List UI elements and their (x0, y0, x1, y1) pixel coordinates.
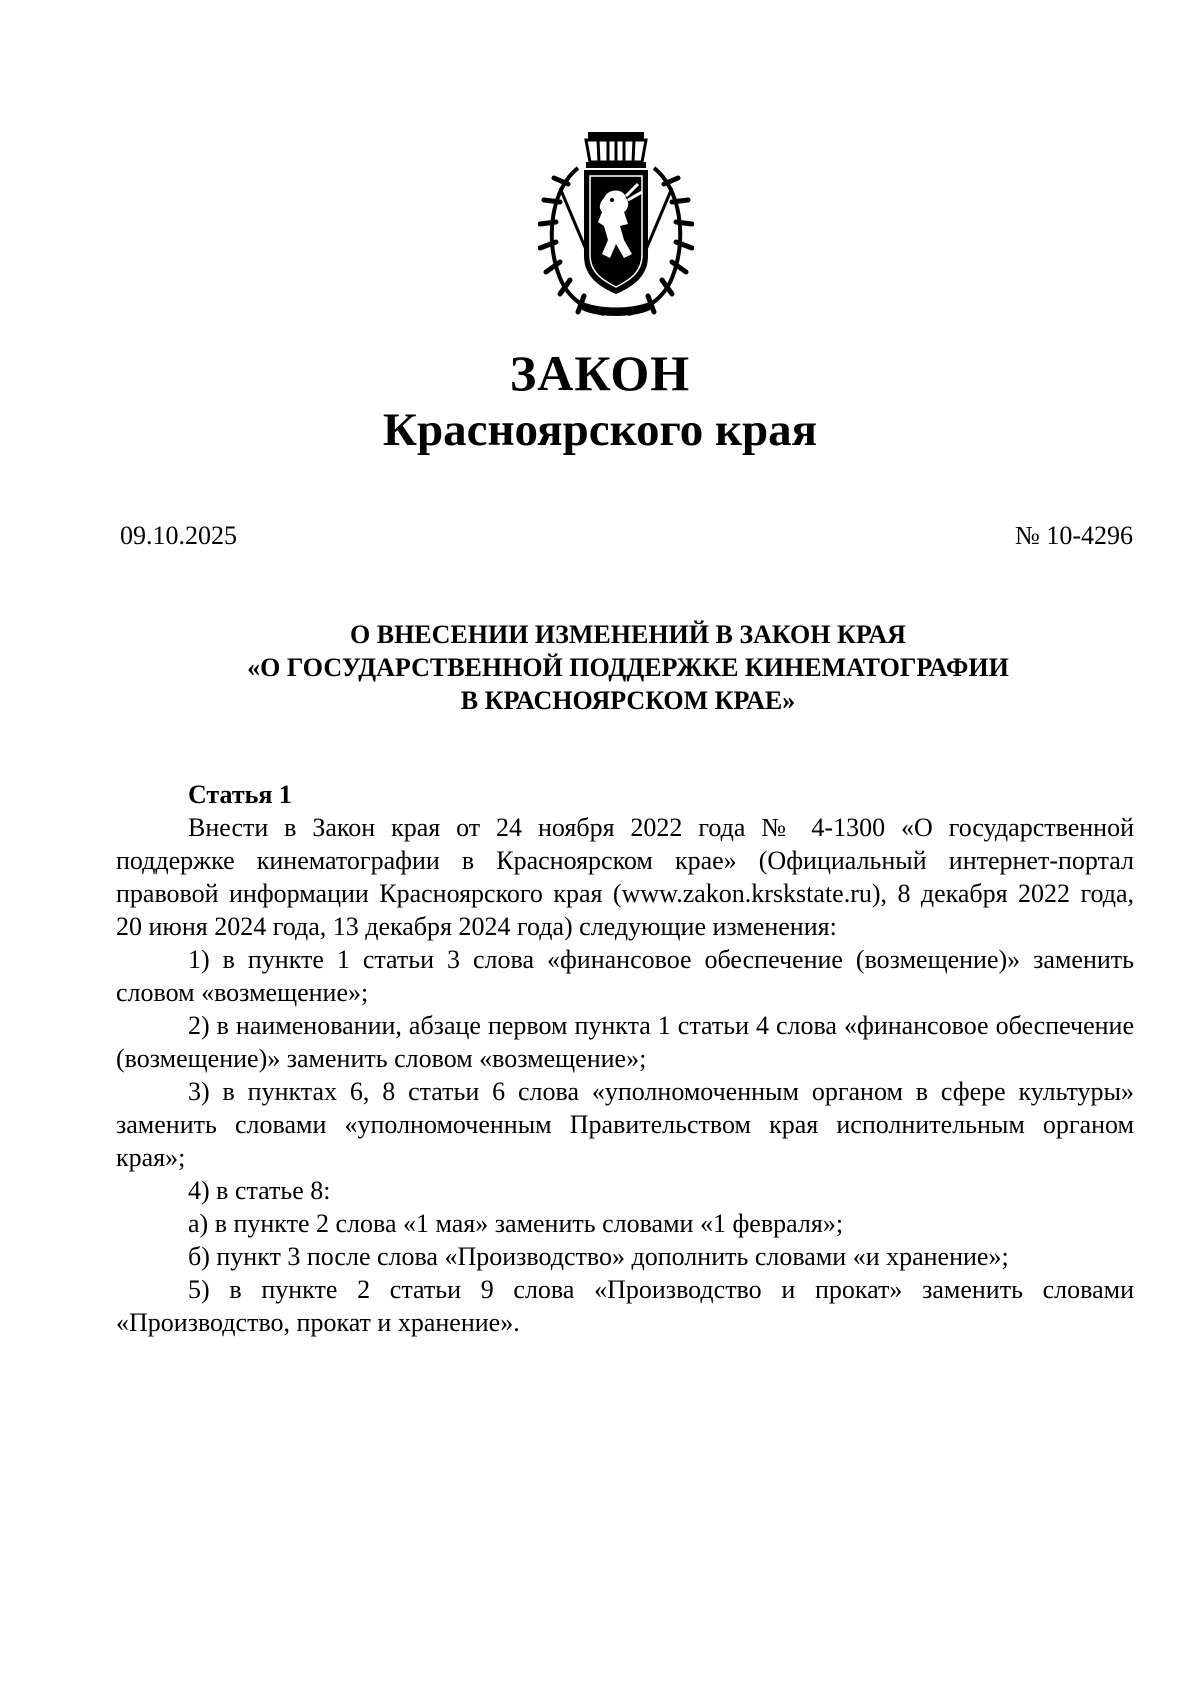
article-paragraph: 1) в пункте 1 статьи 3 слова «финансовое обеспечение (возмещение)» заменить словом «возмещение»; (116, 945, 1134, 1007)
document-date: 09.10.2025 (120, 521, 237, 550)
coat-of-arms-icon (538, 128, 694, 324)
article-paragraph: 2) в наименовании, абзаце первом пункта 1 статьи 4 слова «финансовое обеспечение (возмещение)» заменить словом «возмещение»; (116, 1011, 1134, 1073)
article-title: Статья 1 (188, 780, 292, 809)
article-paragraph: 4) в статье 8: (188, 1176, 331, 1205)
document-heading (0, 618, 1200, 717)
article-paragraph: 3) в пунктах 6, 8 статьи 6 слова «уполномоченным органом в сфере культуры» заменить словами «уполномоченным Правительством края исполнительным органом края»; (116, 1077, 1134, 1172)
article-paragraph: 5) в пункте 2 статьи 9 слова «Производство и прокат» заменить словами «Производство, прокат и хранение». (116, 1275, 1134, 1337)
heading-line: О ВНЕСЕНИИ ИЗМЕНЕНИЙ В ЗАКОН КРАЯ (350, 620, 906, 649)
article-paragraph: б) пункт 3 после слова «Производство» дополнить словами «и хранение»; (188, 1242, 1009, 1271)
document-body (116, 778, 1134, 1339)
heading-line: В КРАСНОЯРСКОМ КРАЕ» (460, 686, 796, 715)
article-paragraph: а) в пункте 2 слова «1 мая» заменить словами «1 февраля»; (188, 1209, 844, 1238)
heading-line: «О ГОСУДАРСТВЕННОЙ ПОДДЕРЖКЕ КИНЕМАТОГРАФИИ (247, 653, 1009, 682)
law-title: ЗАКОН (509, 345, 691, 401)
article-paragraph: Внести в Закон края от 24 ноября 2022 года № 4-1300 «О государственной поддержке кинематографии в Красноярском крае» (Официальный интернет-портал правовой информации Красноярского края (www.zakon.krskstate.ru), 8 декабря 2022 года, 20 июня 2024 года, 13 декабря 2024 года) следующие изменения: (116, 813, 1134, 941)
document-number: № 10-4296 (1015, 521, 1133, 550)
law-subtitle: Красноярского края (382, 404, 818, 456)
